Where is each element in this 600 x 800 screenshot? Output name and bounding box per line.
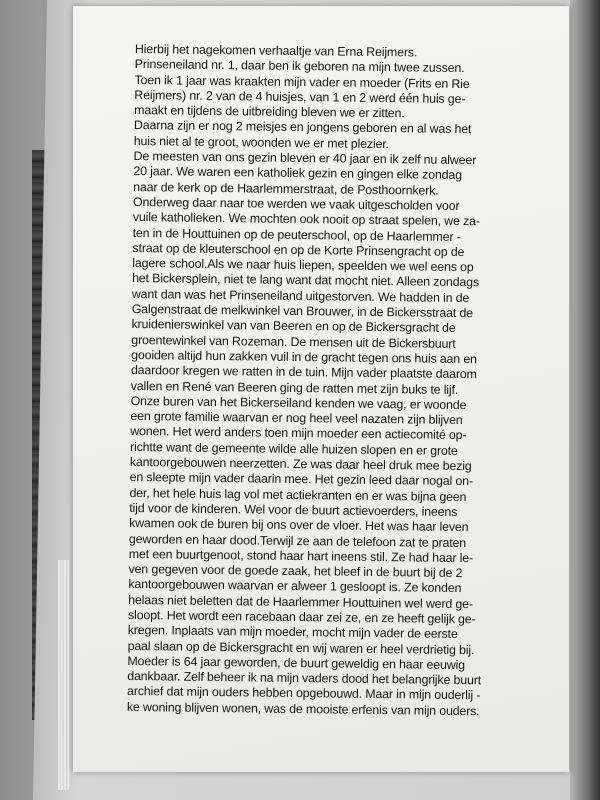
text-line: richtte want de gemeente wilde alle huizen slopen en er grote bbox=[129, 439, 458, 458]
text-line: Moeder is 64 jaar geworden, de buurt geweldig en haar eeuwig bbox=[127, 653, 465, 672]
text-line: gooiden altijd hun zakken vuil in de gracht tegen ons huis aan en bbox=[131, 347, 477, 367]
text-line: want dan was het Prinseneiland uitgestorven. We hadden in de bbox=[131, 286, 470, 305]
text-line: maakt en tijdens de uitbreiding bleven we er zitten. bbox=[134, 103, 405, 121]
text-line: kantoorgebouwen waarvan er alweer 1 gesloopt is. Ze konden bbox=[128, 577, 462, 596]
text-line: en sleepte mijn vader daarin mee. Het gezin leed daar nogal on- bbox=[129, 470, 473, 489]
text-line: archief dat mijn ouders hebben opgebouwd. Maar in mijn ouderlij - bbox=[126, 684, 481, 703]
right-page-shadow bbox=[570, 0, 600, 800]
text-line: het Bickersplein, niet te lang want dat mocht niet. Alleen zondags bbox=[132, 271, 480, 290]
text-line: naar de kerk op de Haarlemmerstraat, de Posthoornkerk. bbox=[133, 179, 439, 198]
text-line: Reijmers) nr. 2 van de 4 huisjes, van 1 en 2 werd één huis ge- bbox=[134, 87, 466, 106]
text-line: Onze buren van het Bickerseiland kenden we vaag, er woonde bbox=[130, 393, 467, 412]
page-stack-edge bbox=[58, 560, 70, 790]
text-line: sloopt. Het wordt een racebaan daar zei ze, en ze heeft gelijk ge- bbox=[127, 607, 476, 627]
text-line: een grote familie waarvan er nog heel veel nazaten zijn blijven bbox=[130, 409, 463, 428]
text-line: Daarna zijn er nog 2 meisjes en jongens geboren en al was het bbox=[133, 118, 472, 137]
text-line: Prinseneiland nr. 1, daar ben ik geboren na mijn twee zussen. bbox=[134, 57, 465, 76]
text-line: huis niet al te groot, woonden we er met plezier. bbox=[133, 133, 389, 151]
text-line: ven gegeven voor de goede zaak, het bleef in de buurt bij de 2 bbox=[128, 562, 463, 581]
paper-sheet bbox=[73, 6, 569, 772]
text-line: groentewinkel van Rozeman. De mensen uit de Bickersbuurt bbox=[131, 332, 456, 351]
text-line: Hierbij het nagekomen verhaaltje van Erna Reijmers. bbox=[134, 42, 418, 60]
text-line: paal slaan op de Bickersgracht en wij waren er heel verdrietig bij. bbox=[127, 638, 475, 657]
text-line: daardoor kregen we ratten in de tuin. Mijn vader plaatste daarom bbox=[130, 363, 477, 382]
text-line: geworden en haar dood.Terwijl ze aan de telefoon zat te praten bbox=[128, 531, 467, 550]
text-line: lagere school.Als we naar huis liepen, speelden we wel eens op bbox=[132, 256, 474, 275]
text-line: vallen en René van Beeren ging de ratten met zijn buks te lijf. bbox=[130, 378, 459, 397]
story-text bbox=[127, 42, 555, 720]
text-line: Onderweg daar naar toe werden we vaak uitgescholden voor bbox=[132, 194, 460, 213]
text-line: kregen. Inplaats van mijn moeder, mocht mijn vader de eerste bbox=[127, 623, 458, 642]
text-line: ten in de Houttuinen op de peuterschool, op de Haarlemmer - bbox=[132, 225, 461, 244]
text-line: ke woning blijven wonen, was de mooiste erfenis van mijn ouders. bbox=[126, 699, 480, 719]
text-line: Toen ik 1 jaar was kraakten mijn vader en moeder (Frits en Rie bbox=[134, 72, 470, 91]
text-line: kwamen ook de buren bij ons over de vloer. Het was haar leven bbox=[129, 516, 469, 535]
text-line: kruidenierswinkel van van Beeren en op de Bickersgracht de bbox=[131, 317, 456, 336]
text-line: dankbaar. Zelf beheer ik na mijn vaders dood het belangrijke buurt bbox=[127, 669, 482, 688]
text-line: kantoorgebouwen neerzetten. Ze was daar heel druk mee bezig bbox=[129, 454, 472, 474]
text-line: vuile katholieken. We mochten ook nooit op straat spelen, we za- bbox=[132, 210, 480, 229]
text-line: helaas niet beletten dat de Haarlemmer Houttuinen wel werd ge- bbox=[128, 592, 473, 611]
text-line: straat op de kleuterschool en op de Korte Prinsengracht op de bbox=[132, 240, 465, 259]
text-line: Galgenstraat de melkwinkel van Brouwer, in de Bickersstraat de bbox=[131, 302, 474, 321]
text-line: wonen. Het werd anders toen mijn moeder een actiecomité op- bbox=[130, 424, 467, 443]
text-line: De meesten van ons gezin bleven er 40 jaar en ik zelf nu alweer bbox=[133, 149, 477, 168]
text-line: der, het hele huis lag vol met actiekranten en er was bijna geen bbox=[129, 485, 467, 504]
text-line: tijd voor de kinderen. Wel voor de buurt actievoerders, ineens bbox=[129, 500, 458, 519]
text-line: 20 jaar. We waren een katholiek gezin en gingen elke zondag bbox=[133, 164, 462, 183]
text-line: met een buurtgenoot, stond haar hart ineens stil. Ze had haar le- bbox=[128, 546, 474, 565]
